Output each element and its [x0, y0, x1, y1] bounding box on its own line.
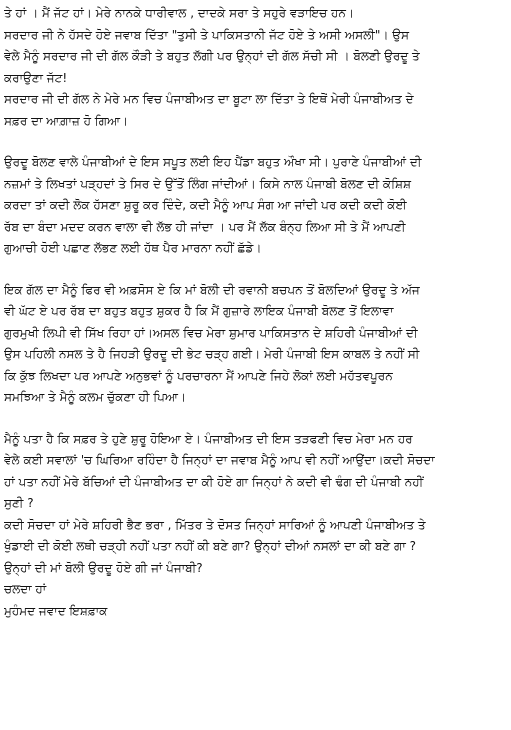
text-line: ਸੁਣੀ ? — [4, 496, 34, 510]
text-line: ਇਕ ਗੱਲ ਦਾ ਮੈਨੂੰ ਫਿਰ ਵੀ ਅਫ਼ਸੋਸ ਏ ਕਿ ਮਾਂ ਬੋਲੀ ਦੀ ਰਵਾਨੀ ਬਚਪਨ ਤੋਂ ਬੋਲਦਿਆਂ ਉਰਦੂ ਤੇ ਅੱਜ — [4, 282, 420, 297]
text-line: ਰੱਬ ਦਾ ਬੰਦਾ ਮਦਦ ਕਰਨ ਵਾਲਾ ਵੀ ਲੱਭ ਹੀ ਜਾਂਦਾ । ਪਰ ਮੈਂ ਲੱਕ ਬੰਨ੍ਹ ਲਿਆ ਸੀ ਤੇ ਮੈਂ ਆਪਣੀ — [4, 219, 406, 234]
text-line: ਗੁਆਚੀ ਹੋਈ ਪਛਾਣ ਲੱਭਣ ਲਈ ਹੱਥ ਪੈਰ ਮਾਰਨਾ ਨਹੀਂ ਛੱਡੇ। — [4, 241, 262, 255]
text-line: ਸਰਦਾਰ ਜੀ ਨੇ ਹੱਸਦੇ ਹੋਏ ਜਵਾਬ ਦਿੱਤਾ "ਤੁਸੀ ਤੇ ਪਾਕਿਸਤਾਨੀ ਜੱਟ ਹੋਏ ਤੇ ਅਸੀ ਅਸਲੀ"। ਉਸ — [4, 27, 409, 42]
paragraph-4 — [4, 429, 508, 623]
text-line: ਉਸ ਪਹਿਲੀ ਨਸਲ ਤੇ ਹੈ ਜਿਹੜੀ ਉਰਦੂ ਦੀ ਭੇਟ ਚੜ੍ਹ ਗਈ। ਮੇਰੀ ਪੰਜਾਬੀ ਇਸ ਕਾਬਲ ਤੇ ਨਹੀਂ ਸੀ — [4, 347, 420, 361]
text-line: ਮੈਨੂੰ ਪਤਾ ਹੈ ਕਿ ਸਫ਼ਰ ਤੇ ਹੁਣੇ ਸ਼ੁਰੂ ਹੋਇਆ ਏ। ਪੰਜਾਬੀਅਤ ਦੀ ਇਸ ਤੜਫਣੀ ਵਿਚ ਮੇਰਾ ਮਨ ਹਰ — [4, 431, 413, 446]
text-line: ਵੇਲੇ ਮੈਨੂੰ ਸਰਦਾਰ ਜੀ ਦੀ ਗੱਲ ਕੌੜੀ ਤੇ ਬਹੁਤ ਲੱਗੀ ਪਰ ਉਨ੍ਹਾਂ ਦੀ ਗੱਲ ਸੱਚੀ ਸੀ । ਬੋਲਣੀ ਉਰਦੂ ਤੇ — [4, 49, 420, 63]
text-line: ਖੁੰਡਾਈ ਦੀ ਕੋਈ ਲਥੀ ਚੜ੍ਹੀ ਨਹੀਂ ਪਤਾ ਨਹੀਂ ਕੀ ਬਣੇ ਗਾ? ਉਨ੍ਹਾਂ ਦੀਆਂ ਨਸਲਾਂ ਦਾ ਕੀ ਬਣੇ ਗਾ ? — [4, 539, 417, 553]
paragraph-2 — [4, 152, 508, 260]
text-line: ਤੇ ਹਾਂ । ਮੈਂ ਜੱਟ ਹਾਂ। ਮੇਰੇ ਨਾਨਕੇ ਧਾਰੀਵਾਲ , ਦਾਦਕੇ ਸਰਾ ਤੇ ਸਹੁਰੇ ਵੜਾਇਚ ਹਨ। — [4, 6, 354, 20]
text-line: ਹਾਂ ਪਤਾ ਨਹੀਂ ਮੇਰੇ ਬੱਚਿਆਂ ਦੀ ਪੰਜਾਬੀਅਤ ਦਾ ਕੀ ਹੋਏ ਗਾ ਜਿਨ੍ਹਾਂ ਨੇ ਕਦੀ ਵੀ ਢੰਗ ਦੀ ਪੰਜਾਬੀ ਨਹੀਂ — [4, 474, 424, 489]
author-signature: ਮੁਹੰਮਦ ਜਵਾਦ ਇਸ਼ਫ਼ਾਕ — [4, 603, 108, 618]
text-line: ਸਫ਼ਰ ਦਾ ਆਗ਼ਾਜ਼ ਹੋ ਗਿਆ। — [4, 113, 129, 128]
text-line: ਸਰਦਾਰ ਜੀ ਦੀ ਗੱਲ ਨੇ ਮੇਰੇ ਮਨ ਵਿਚ ਪੰਜਾਬੀਅਤ ਦਾ ਬੂਟਾ ਲਾ ਦਿੱਤਾ ਤੇ ਇਥੋਂ ਮੇਰੀ ਪੰਜਾਬੀਅਤ ਦੇ — [4, 92, 414, 106]
closing-line: ਚਲਦਾ ਹਾਂ — [4, 582, 47, 596]
text-line: ਨਜ਼ਮਾਂ ਤੇ ਲਿਖਤਾਂ ਪੜ੍ਹਦਾਂ ਤੇ ਸਿਰ ਦੇ ਉੱਤੋਂ ਲਿੰਗ ਜਾਂਦੀਆਂ। ਕਿਸੇ ਨਾਲ ਪੰਜਾਬੀ ਬੋਲਣ ਦੀ ਕੋਸ਼ਿਸ਼ — [4, 176, 411, 191]
text-line: ਕਰਦਾ ਤਾਂ ਕਦੀ ਲੋਕ ਹੱਸਣਾ ਸ਼ੁਰੂ ਕਰ ਦਿੰਦੇ, ਕਦੀ ਮੈਨੂੰ ਆਪ ਸੰਗ ਆ ਜਾਂਦੀ ਪਰ ਕਦੀ ਕਦੀ ਕੋਈ — [4, 198, 407, 212]
text-line: ਉਨ੍ਹਾਂ ਦੀ ਮਾਂ ਬੋਲੀ ਉਰਦੂ ਹੋਏ ਗੀ ਜਾਂ ਪੰਜਾਬੀ? — [4, 560, 203, 575]
text-line: ਗੁਰਮੁਖੀ ਲਿਪੀ ਵੀ ਸਿੱਖ ਰਿਹਾ ਹਾਂ।ਅਸਲ ਵਿਚ ਮੇਰਾ ਸ਼ੁਮਾਰ ਪਾਕਿਸਤਾਨ ਦੇ ਸ਼ਹਿਰੀ ਪੰਜਾਬੀਆਂ ਦੀ — [4, 325, 418, 340]
paragraph-1 — [4, 3, 508, 132]
paragraph-gap — [4, 409, 508, 429]
paragraph-gap — [4, 132, 508, 152]
document-body — [4, 3, 508, 622]
text-line: ਵੇਲੇ ਕਈ ਸਵਾਲਾਂ 'ਚ ਘਿਰਿਆ ਰਹਿੰਦਾ ਹੈ ਜਿਨ੍ਹਾਂ ਦਾ ਜਵਾਬ ਮੈਨੂੰ ਆਪ ਵੀ ਨਹੀਂ ਆਉਂਦਾ।ਕਦੀ ਸੋਚਦਾ — [4, 453, 435, 467]
text-line: ਕਿ ਕੁੱਝ ਲਿਖਦਾ ਪਰ ਆਪਣੇ ਅਨੁਭਵਾਂ ਨੂੰ ਪਰਚਾਰਨਾ ਮੈਂ ਆਪਣੇ ਜਿਹੇ ਲੋਕਾਂ ਲਈ ਮਹੱਤਵਪੂਰਨ — [4, 368, 393, 383]
text-line: ਵੀ ਘੱਟ ਏ ਪਰ ਰੱਬ ਦਾ ਬਹੁਤ ਬਹੁਤ ਸ਼ੁਕਰ ਹੈ ਕਿ ਮੈਂ ਗੁਜ਼ਾਰੇ ਲਾਇਕ ਪੰਜਾਬੀ ਬੋਲਣ ਤੋਂ ਇਲਾਵਾ — [4, 304, 394, 318]
paragraph-3 — [4, 280, 508, 409]
text-line: ਕਰਾਉਣਾ ਜੱਟ! — [4, 70, 68, 85]
paragraph-gap — [4, 260, 508, 280]
text-line: ਕਦੀ ਸੋਚਦਾ ਹਾਂ ਮੇਰੇ ਸ਼ਹਿਰੀ ਭੈਣ ਭਰਾ , ਮਿੱਤਰ ਤੇ ਦੋਸਤ ਜਿਨ੍ਹਾਂ ਸਾਰਿਆਂ ਨੂੰ ਆਪਣੀ ਪੰਜਾਬੀਅਤ ਤੇ — [4, 517, 426, 532]
text-line: ਸਮਝਿਆ ਤੇ ਮੈਨੂੰ ਕਲਮ ਚੁੱਕਣਾ ਹੀ ਪਿਆ। — [4, 390, 187, 404]
text-line: ਉਰਦੂ ਬੋਲਣ ਵਾਲੇ ਪੰਜਾਬੀਆਂ ਦੇ ਇਸ ਸਪੂਤ ਲਈ ਇਹ ਪੈਂਡਾ ਬਹੁਤ ਔਖਾ ਸੀ। ਪੁਰਾਣੇ ਪੰਜਾਬੀਆਂ ਦੀ — [4, 155, 422, 169]
